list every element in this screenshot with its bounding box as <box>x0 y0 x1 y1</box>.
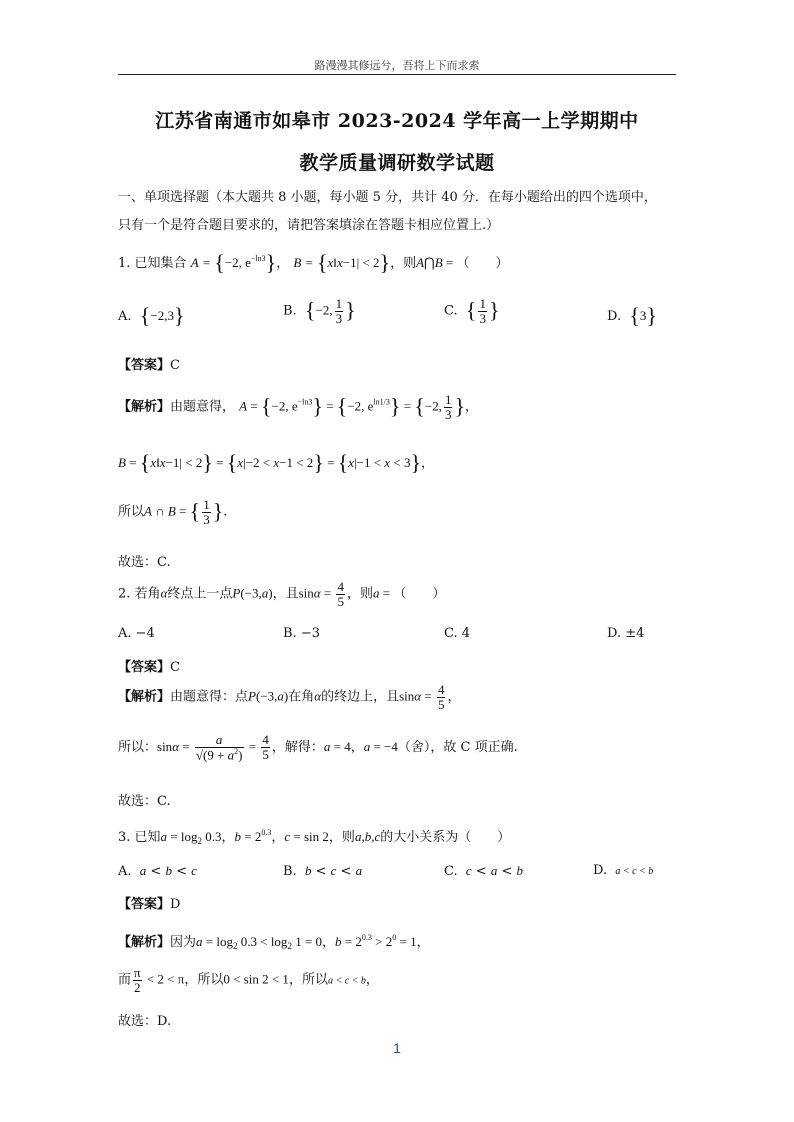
q1-pick: 故选：C. <box>118 555 171 570</box>
q2-option-c: C. 4 <box>444 626 471 641</box>
q2-stem: 2. 若角α终点上一点P(−3,a)，且sinα = $\frac{4}{5}$ ，则a = （ ） <box>118 579 446 609</box>
q2-option-a: A. −4 <box>118 626 155 641</box>
section-intro-line1: 一、单项选择题（本大题共 8 小题，每小题 5 分，共计 40 分．在每小题给出的四个选项中， <box>118 190 657 205</box>
q2-pick: 故选：C. <box>118 794 171 809</box>
q3-answer: 【答案】D <box>118 897 181 912</box>
q2-option-d: D. ±4 <box>607 626 645 641</box>
q1-analysis-line1: 【解析】由题意得， A = {−2, $e^{-ln3}\} = \{-2$, $e^{ln1/3}\} = \{-2$, $\frac{1}{3}$ }， <box>118 392 479 422</box>
q3-option-a: A. a < b < c <box>118 863 197 879</box>
q3-option-b: B. b < c < a <box>283 863 363 879</box>
q3-analysis-line1: 【解析】因为$a = \log_2 0.3 < \log_2 1 = 0$，$b = 2^{0.3} > 2^0 = 1$， <box>118 933 430 951</box>
q2-analysis-line2: 所以：sinα = $\frac{a}{√(9 + a^2)}$ = $\frac{4}{5}$ ，解得：a = 4，a = −4（舍），故 C 项正确. <box>118 732 518 762</box>
q1-answer: 【答案】C <box>118 358 180 373</box>
q2-analysis-line1: 【解析】由题意得：点P(−3,a)在角α的终边上，且sinα = $\frac{4}{5}$ ， <box>118 682 461 712</box>
q1-analysis-line3: 所以A ∩ B = { $\frac{1}{3}$ }. <box>118 497 228 527</box>
q3-stem: 3. 已知$a = \log_2 0.3$，$b = 2^{0.3}$，c = sin 2，则a,b,c的大小关系为（ ） <box>118 828 511 846</box>
q1-analysis-line2: B = {x‖x−1| < 2} = {x|−2 < x−1 < 2} = {x|−1 < x < 3}， <box>118 450 435 475</box>
q2-answer: 【答案】C <box>118 660 180 675</box>
header-motto: 路漫漫其修远兮，吾将上下而求索 <box>314 59 480 72</box>
q3-option-d: D. a < c < b <box>593 863 654 878</box>
q1-option-d: D. {3} <box>607 303 657 328</box>
q1-option-b: B. {−2, $\frac{1}{3}$ } <box>283 296 356 326</box>
doc-title-line1: 江苏省南通市如皋市 2023-2024 学年高一上学期期中 <box>155 110 639 132</box>
q3-analysis-line2: 而 $\frac{\pi}{2}$ < 2 < π，所以0 < sin 2 < 1，所以a < c < b， <box>118 965 379 995</box>
section-intro-line2: 只有一个是符合题目要求的，请把答案填涂在答题卡相应位置上.） <box>118 218 500 233</box>
header-rule <box>118 74 676 75</box>
q3-option-c: C. c < a < b <box>444 863 524 879</box>
page-number: 1 <box>393 1040 401 1056</box>
q2-option-b: B. −3 <box>283 626 320 641</box>
doc-title-line2: 教学质量调研数学试题 <box>299 152 495 174</box>
q1-option-a: A. {−2,3} <box>118 303 185 328</box>
q1-stem: 1. 已知集合 A = {−2, $e^{-ln3}$}， B = {x‖x−1| < 2}，则A⋂B = （ ） <box>118 250 509 275</box>
q3-pick: 故选：D. <box>118 1014 172 1029</box>
q1-option-c: C. { $\frac{1}{3}$ } <box>444 296 500 326</box>
